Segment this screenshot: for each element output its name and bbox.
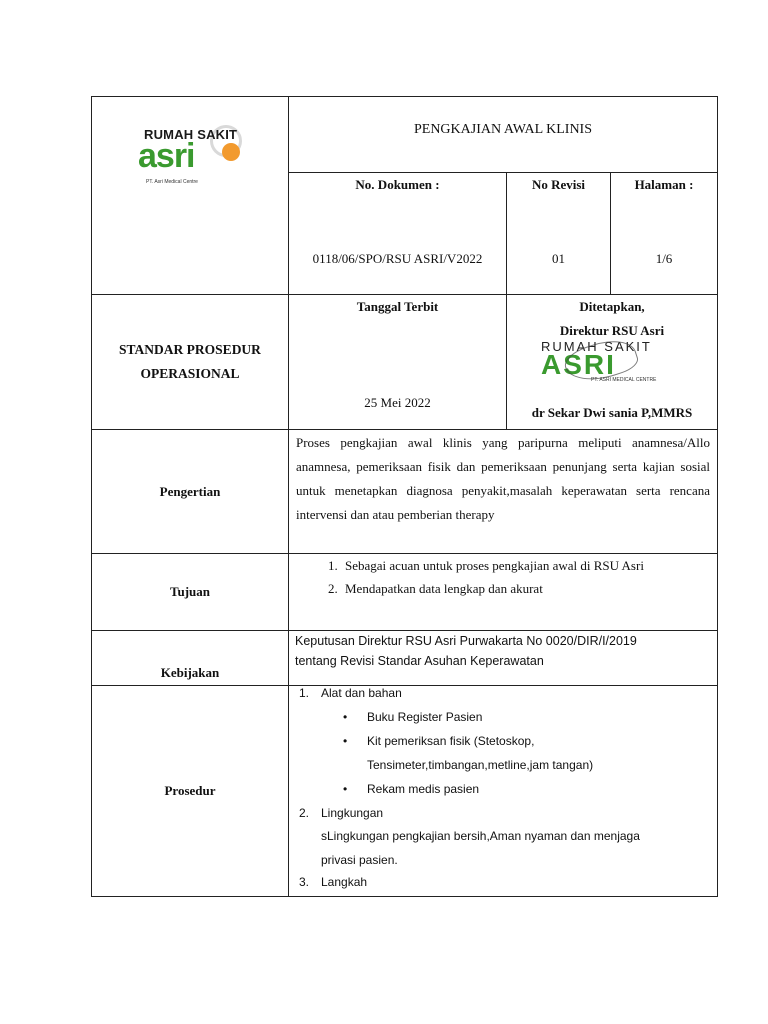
prosedur-number: 3.	[299, 875, 310, 889]
hospital-logo-cell	[92, 97, 289, 295]
prosedur-content	[289, 686, 718, 897]
kebijakan-label: Kebijakan	[92, 631, 289, 686]
page-col	[611, 173, 717, 294]
prosedur-item: Lingkungan	[321, 806, 384, 820]
logo-figure-icon	[222, 143, 240, 161]
sop-label-line2: OPERASIONAL	[140, 366, 240, 381]
prosedur-text: privasi pasien.	[321, 853, 398, 867]
page-value: 1/6	[655, 251, 673, 266]
title-cell	[289, 97, 718, 173]
tujuan-list	[289, 554, 717, 600]
director-title: Direktur RSU Asri	[559, 323, 665, 338]
approval-col	[507, 295, 717, 429]
prosedur-bullet: Buku Register Pasien	[367, 710, 483, 724]
sop-label-cell	[92, 295, 289, 430]
revision-value: 01	[552, 251, 565, 266]
prosedur-number: 2.	[299, 806, 310, 820]
prosedur-number: 1.	[299, 686, 310, 700]
tujuan-item: 1. Sebagai acuan untuk proses pengkajian awal di RSU Asri	[341, 554, 691, 577]
pengertian-text: Proses pengkajian awal klinis yang paripurna meliputi anamnesa/Allo anamnesa, pemeriksaan fisik dan pemeriksaan penunjang serta kajian sosial untuk menetapkan diagnosa penyakit,masalah keperawatan serta rencana intervensi dan atau pemberian therapy	[296, 435, 710, 522]
revision-col	[507, 173, 611, 294]
tujuan-content	[289, 554, 718, 631]
hospital-logo: RUMAH SAKIT asri PT. Asri Medical Centre	[138, 123, 248, 193]
doc-number-col	[289, 173, 507, 294]
hospital-stamp: RUMAH SAKIT ASRI PT. ASRI MEDICAL CENTRE	[539, 339, 689, 385]
page-label: Halaman :	[634, 177, 694, 192]
tujuan-label: Tujuan	[92, 554, 289, 631]
approved-label: Ditetapkan,	[579, 299, 645, 314]
revision-label: No Revisi	[531, 177, 586, 192]
kebijakan-line2: tentang Revisi Standar Asuhan Keperawatan	[295, 654, 544, 668]
document-meta-cell	[289, 173, 718, 295]
bullet-icon: •	[343, 734, 348, 748]
prosedur-item: Alat dan bahan	[321, 686, 402, 700]
kebijakan-content	[289, 631, 718, 686]
kebijakan-line1: Keputusan Direktur RSU Asri Purwakarta No 0020/DIR/I/2019	[295, 634, 637, 648]
sop-document	[91, 96, 717, 897]
pengertian-content	[289, 430, 718, 554]
doc-number-label: No. Dokumen :	[355, 177, 440, 192]
tujuan-item: 2. Mendapatkan data lengkap dan akurat	[341, 577, 691, 600]
prosedur-bullet: Kit pemeriksan fisik (Stetoskop,	[367, 734, 535, 748]
pengertian-label: Pengertian	[92, 430, 289, 554]
prosedur-bullet-cont: Tensimeter,timbangan,metline,jam tangan)	[367, 758, 594, 772]
prosedur-text: sLingkungan pengkajian bersih,Aman nyaman dan menjaga	[321, 829, 640, 843]
prosedur-item: Langkah	[321, 875, 368, 889]
issue-date-col	[289, 295, 507, 429]
bullet-icon: •	[343, 710, 348, 724]
issue-date-value: 25 Mei 2022	[364, 395, 431, 410]
sop-info-cell	[289, 295, 718, 430]
bullet-icon: •	[343, 782, 348, 796]
doc-number-value: 0118/06/SPO/RSU ASRI/V2022	[312, 251, 483, 266]
prosedur-bullet: Rekam medis pasien	[367, 782, 480, 796]
director-name: dr Sekar Dwi sania P,MMRS	[531, 405, 693, 420]
document-title: PENGKAJIAN AWAL KLINIS	[413, 122, 592, 137]
sop-table	[91, 96, 718, 897]
issue-date-label: Tanggal Terbit	[356, 299, 439, 314]
sop-label-line1: STANDAR PROSEDUR	[119, 342, 261, 357]
prosedur-label: Prosedur	[92, 686, 289, 897]
